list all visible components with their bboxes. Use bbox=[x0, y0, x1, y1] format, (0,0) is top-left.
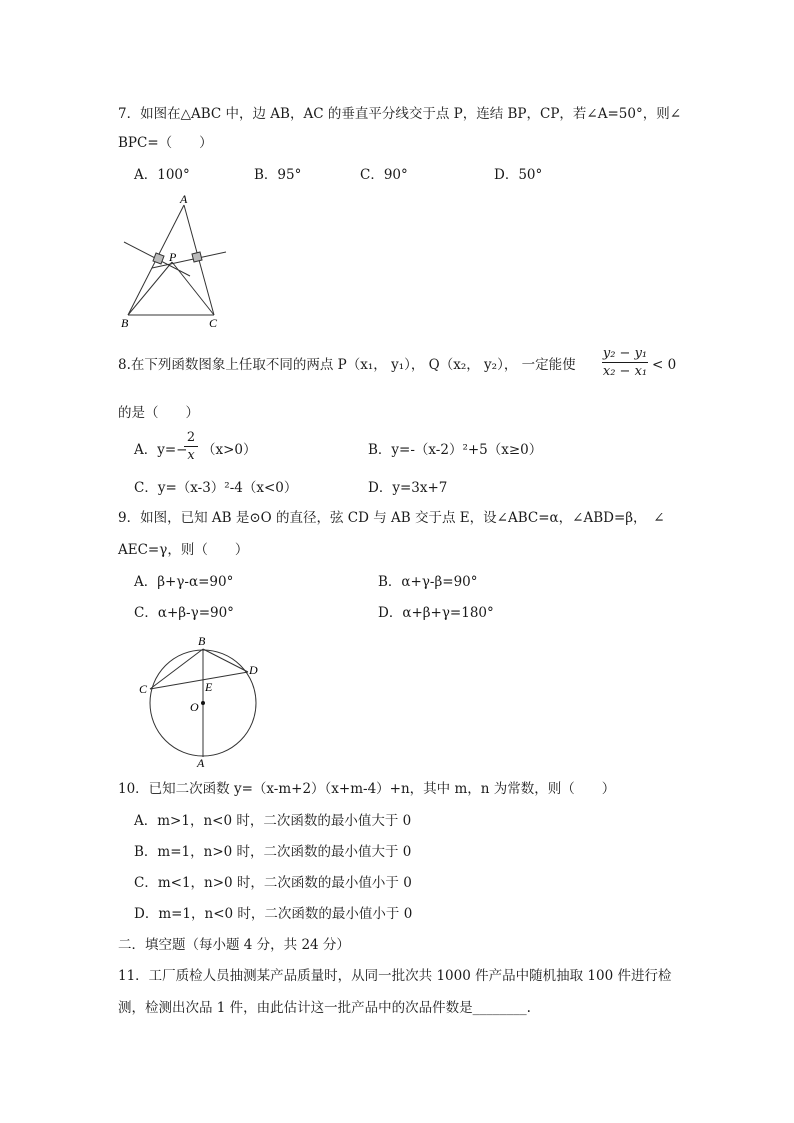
q9-center-dot bbox=[201, 701, 205, 705]
q7-option-d: D．50° bbox=[494, 167, 543, 183]
q10-option-d: D．m=1，n<0 时，二次函数的最小值小于 0 bbox=[134, 906, 413, 922]
q9-option-b: B．α+γ-β=90° bbox=[378, 574, 478, 590]
q8-option-a-numerator: 2 bbox=[186, 430, 196, 445]
q7-option-b: B．95° bbox=[254, 167, 302, 183]
q9-stem-line2: AEC=γ，则（ ） bbox=[118, 542, 249, 558]
q7-stem-line2: BPC=（ ） bbox=[118, 135, 213, 151]
q11-stem-line2: 测，检测出次品 1 件，由此估计这一批产品中的次品件数是________. bbox=[118, 1000, 531, 1016]
q7-label-c: C bbox=[209, 316, 218, 330]
q9-label-o: O bbox=[190, 700, 199, 714]
q10-option-c: C．m<1，n>0 时，二次函数的最小值小于 0 bbox=[134, 875, 412, 891]
q10-option-a: A．m>1，n<0 时，二次函数的最小值大于 0 bbox=[134, 813, 412, 829]
q8-option-b: B．y=-（x-2）²+5（x≥0） bbox=[368, 442, 543, 458]
q8-fraction-numerator: y₂ − y₁ bbox=[602, 346, 648, 361]
q8-option-c: C．y=（x-3）²-4（x<0） bbox=[134, 480, 298, 496]
q7-bisector-ac bbox=[152, 252, 226, 268]
section-fill-in-heading: 二．填空题（每小题 4 分，共 24 分） bbox=[118, 937, 350, 953]
q9-option-d: D．α+β+γ=180° bbox=[378, 605, 494, 621]
q10-stem: 10．已知二次函数 y=（x-m+2）（x+m-4）+n，其中 m，n 为常数，则（ ） bbox=[118, 781, 616, 797]
q9-label-e: E bbox=[205, 680, 213, 694]
q9-chord-cd bbox=[150, 672, 248, 689]
q7-option-a: A．100° bbox=[134, 167, 190, 183]
q9-label-b: B bbox=[198, 634, 206, 648]
q9-segment-bd bbox=[203, 649, 248, 672]
q9-label-c: C bbox=[139, 682, 148, 696]
q7-triangle-figure bbox=[118, 190, 238, 335]
q8-option-a-denominator: x bbox=[187, 448, 195, 463]
q8-option-a-prefix: A．y=− bbox=[134, 442, 188, 458]
q7-stem-line1: 7．如图在△ABC 中，边 AB，AC 的垂直平分线交于点 P，连结 BP，CP，若∠A=50°，则∠ bbox=[118, 106, 682, 122]
q9-label-a: A bbox=[197, 756, 205, 770]
q7-label-p: P bbox=[169, 250, 177, 264]
q8-option-a-fraction bbox=[184, 430, 198, 463]
q7-label-b: B bbox=[121, 316, 129, 330]
q8-stem-line2: 的是（ ） bbox=[118, 405, 199, 421]
q7-option-c: C．90° bbox=[360, 167, 408, 183]
q8-fraction bbox=[602, 346, 648, 379]
q9-stem-line1: 9．如图，已知 AB 是⊙O 的直径，弦 CD 与 AB 交于点 E，设∠ABC=α，∠ABD=β， ∠ bbox=[118, 510, 665, 526]
q8-stem-line1: 8.在下列函数图象上任取不同的两点 P（x₁， y₁）， Q（x₂， y₂）， 一定能使 bbox=[118, 357, 576, 373]
q7-label-a: A bbox=[180, 192, 188, 206]
q9-segment-bc bbox=[150, 649, 203, 689]
q7-segment-cp bbox=[172, 262, 214, 315]
q8-fraction-denominator: x₂ − x₁ bbox=[602, 364, 648, 379]
q9-option-c: C．α+β-γ=90° bbox=[134, 605, 234, 621]
q7-segment-bp bbox=[128, 262, 172, 315]
q8-option-a-suffix: （x>0） bbox=[202, 442, 257, 458]
q10-option-b: B．m=1，n>0 时，二次函数的最小值大于 0 bbox=[134, 844, 412, 860]
q8-fraction-tail: < 0 bbox=[652, 357, 677, 373]
q11-stem-line1: 11．工厂质检人员抽测某产品质量时，从同一批次共 1000 件产品中随机抽取 100 件进行检 bbox=[118, 968, 672, 984]
q9-option-a: A．β+γ-α=90° bbox=[134, 574, 234, 590]
q9-label-d: D bbox=[249, 663, 258, 677]
q9-circle-figure bbox=[132, 630, 272, 770]
q8-option-d: D．y=3x+7 bbox=[368, 480, 448, 496]
q7-right-angle-mark-ac bbox=[192, 252, 202, 262]
